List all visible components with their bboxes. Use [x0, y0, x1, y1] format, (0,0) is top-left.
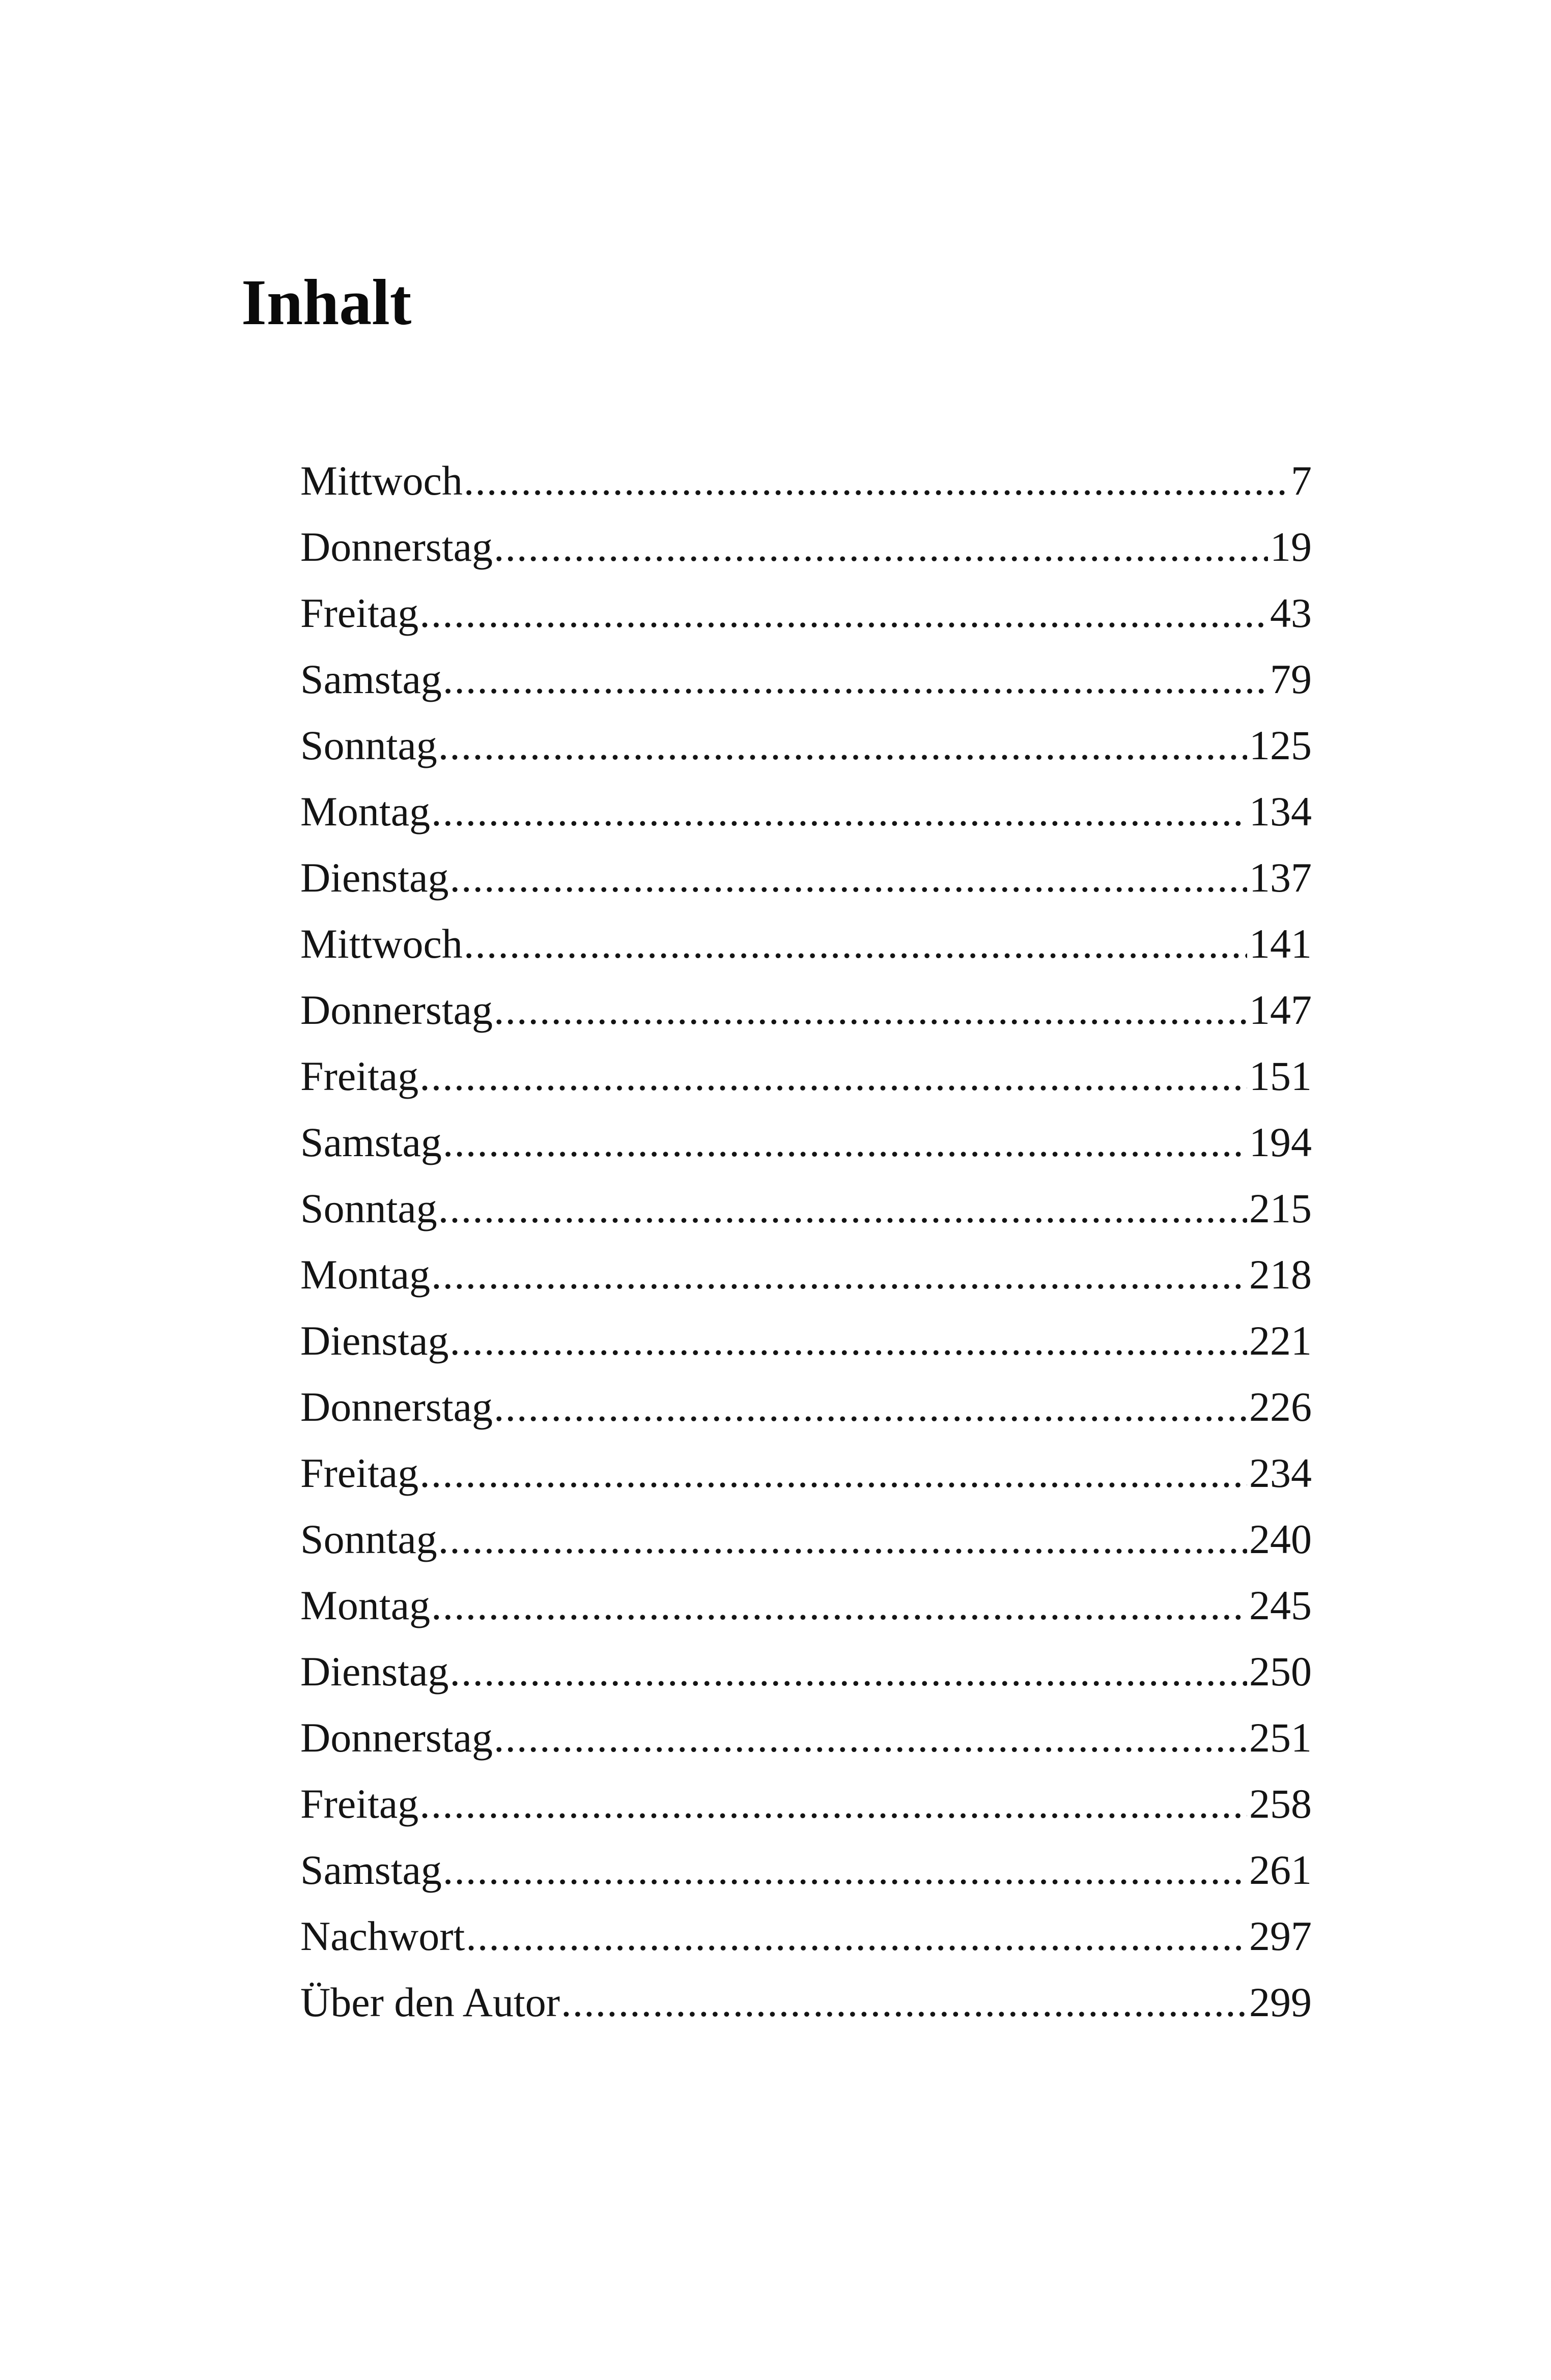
toc-entry: [300, 1837, 1312, 1903]
toc-entry-title: Dienstag: [300, 854, 449, 901]
toc-entry-page-number: 221: [1249, 1317, 1312, 1364]
toc-entry-title: Freitag: [300, 590, 419, 636]
toc-entry-title: Mittwoch: [300, 921, 463, 967]
toc-entry-page-number: 258: [1249, 1781, 1312, 1827]
toc-entry-title: Freitag: [300, 1450, 419, 1496]
toc-entry-title: Montag: [300, 1251, 431, 1298]
toc-entry-page-number: 297: [1249, 1913, 1312, 1959]
toc-entry: [300, 1771, 1312, 1837]
toc-entry-title: Über den Autor: [300, 1979, 560, 2025]
toc-entry-page-number: 137: [1249, 854, 1312, 901]
toc-entry: [300, 911, 1312, 977]
toc-entry-page-number: 215: [1249, 1185, 1312, 1231]
toc-entry-title: Nachwort: [300, 1913, 465, 1959]
toc-entry: [300, 514, 1312, 580]
dot-leader: [466, 1903, 1247, 1969]
toc-entry-page-number: 19: [1270, 524, 1312, 570]
dot-leader: [431, 1572, 1247, 1639]
toc-entry-page-number: 194: [1249, 1119, 1312, 1165]
toc-entry-title: Freitag: [300, 1781, 419, 1827]
table-of-contents: [300, 448, 1312, 2035]
toc-entry: [300, 977, 1312, 1043]
toc-entry-title: Samstag: [300, 1119, 442, 1165]
toc-entry: [300, 1903, 1312, 1969]
toc-entry: [300, 1043, 1312, 1109]
dot-leader: [449, 1639, 1247, 1705]
dot-leader: [419, 580, 1268, 646]
toc-entry: [300, 646, 1312, 712]
toc-entry: [300, 1440, 1312, 1506]
dot-leader: [449, 1308, 1247, 1374]
toc-entry-title: Dienstag: [300, 1648, 449, 1695]
toc-entry-page-number: 261: [1249, 1847, 1312, 1893]
toc-entry-title: Sonntag: [300, 1185, 437, 1231]
toc-entry-page-number: 240: [1249, 1516, 1312, 1562]
toc-entry-page-number: 245: [1249, 1582, 1312, 1628]
dot-leader: [443, 1109, 1247, 1175]
dot-leader: [494, 977, 1247, 1043]
toc-entry-title: Donnerstag: [300, 1384, 493, 1430]
dot-leader: [464, 911, 1247, 977]
toc-entry: [300, 1572, 1312, 1639]
toc-entry-page-number: 79: [1270, 656, 1312, 702]
toc-entry: [300, 1705, 1312, 1771]
dot-leader: [443, 646, 1268, 712]
page-title: Inhalt: [241, 266, 412, 338]
toc-entry-title: Dienstag: [300, 1317, 449, 1364]
toc-entry-page-number: 218: [1249, 1251, 1312, 1298]
dot-leader: [464, 448, 1289, 514]
toc-entry: [300, 580, 1312, 646]
toc-entry: [300, 1109, 1312, 1175]
dot-leader: [494, 1374, 1247, 1440]
toc-entry-page-number: 234: [1249, 1450, 1312, 1496]
toc-entry: [300, 1308, 1312, 1374]
dot-leader: [419, 1771, 1247, 1837]
dot-leader: [561, 1969, 1247, 2035]
dot-leader: [449, 845, 1247, 911]
toc-entry: [300, 1242, 1312, 1308]
dot-leader: [431, 1242, 1247, 1308]
toc-entry: [300, 779, 1312, 845]
toc-entry-page-number: 251: [1249, 1714, 1312, 1761]
toc-entry-page-number: 151: [1249, 1053, 1312, 1099]
toc-entry-page-number: 7: [1291, 457, 1312, 504]
toc-entry-page-number: 250: [1249, 1648, 1312, 1695]
toc-entry: [300, 1506, 1312, 1572]
dot-leader: [438, 712, 1247, 779]
dot-leader: [438, 1175, 1247, 1242]
toc-entry-title: Donnerstag: [300, 524, 493, 570]
toc-entry-title: Samstag: [300, 1847, 442, 1893]
toc-entry-page-number: 134: [1249, 788, 1312, 835]
toc-entry-title: Donnerstag: [300, 987, 493, 1033]
toc-entry-page-number: 147: [1249, 987, 1312, 1033]
toc-entry: [300, 1374, 1312, 1440]
toc-entry: [300, 448, 1312, 514]
toc-entry-page-number: 226: [1249, 1384, 1312, 1430]
toc-entry-title: Montag: [300, 1582, 431, 1628]
toc-entry: [300, 1175, 1312, 1242]
toc-entry-title: Freitag: [300, 1053, 419, 1099]
toc-entry-page-number: 43: [1270, 590, 1312, 636]
toc-entry-page-number: 299: [1249, 1979, 1312, 2025]
dot-leader: [419, 1043, 1247, 1109]
toc-entry-page-number: 125: [1249, 722, 1312, 768]
dot-leader: [494, 514, 1268, 580]
dot-leader: [443, 1837, 1247, 1903]
toc-entry-page-number: 141: [1249, 921, 1312, 967]
dot-leader: [419, 1440, 1247, 1506]
toc-entry: [300, 1969, 1312, 2035]
dot-leader: [431, 779, 1247, 845]
dot-leader: [494, 1705, 1247, 1771]
toc-entry: [300, 845, 1312, 911]
toc-entry-title: Sonntag: [300, 722, 437, 768]
toc-entry: [300, 1639, 1312, 1705]
toc-entry: [300, 712, 1312, 779]
toc-entry-title: Mittwoch: [300, 457, 463, 504]
toc-entry-title: Samstag: [300, 656, 442, 702]
toc-entry-title: Montag: [300, 788, 431, 835]
toc-entry-title: Sonntag: [300, 1516, 437, 1562]
dot-leader: [438, 1506, 1247, 1572]
toc-entry-title: Donnerstag: [300, 1714, 493, 1761]
